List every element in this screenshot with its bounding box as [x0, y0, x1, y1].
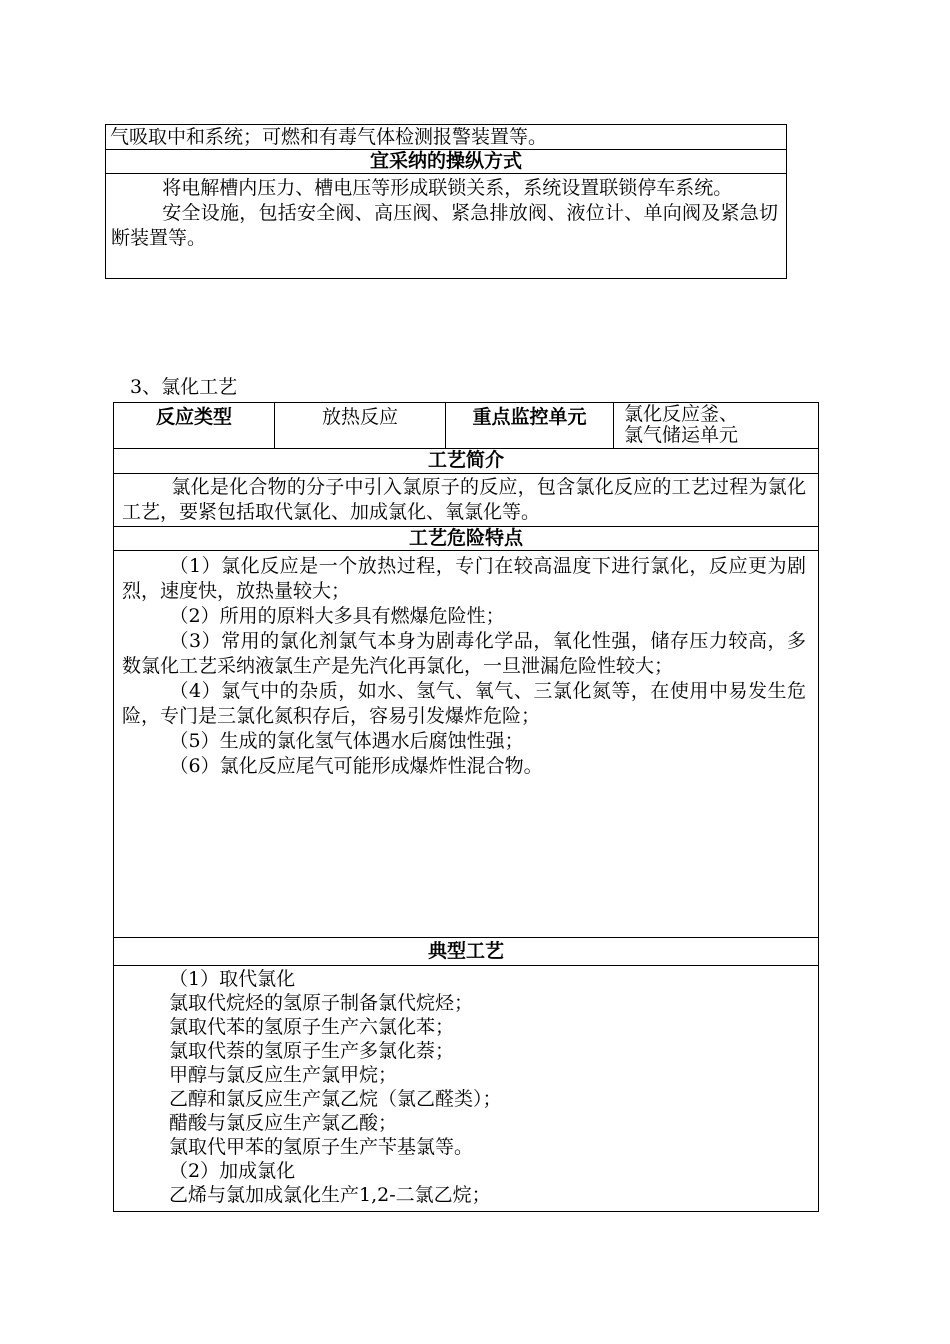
- top-text-cell: [106, 125, 787, 150]
- hazard-item: （6）氯化反应尾气可能形成爆炸性混合物。: [169, 755, 543, 777]
- reaction-type-label-cell: [114, 403, 275, 449]
- typical-body: [114, 966, 819, 1212]
- reaction-type-value-cell: [275, 403, 446, 449]
- control-method-header-cell: [106, 150, 787, 174]
- monitor-unit-label: 重点监控单元: [472, 406, 587, 428]
- hazard-item: （5）生成的氯化氢气体遇水后腐蚀性强；: [169, 730, 524, 752]
- typical-line: （1）取代氯化: [169, 968, 296, 990]
- control-method-header: 宜采纳的操纵方式: [369, 150, 522, 172]
- monitor-unit-value-cell: [614, 403, 819, 449]
- monitor-unit-label-cell: [446, 403, 614, 449]
- hazard-header-cell: [114, 527, 819, 551]
- typical-line: 氯取代萘的氢原子生产多氯化萘；: [169, 1040, 455, 1062]
- top-text: 气吸取中和系统；可燃和有毒气体检测报警装置等。: [110, 126, 548, 148]
- typical-header-cell: [114, 938, 819, 966]
- control-paragraph-1: 将电解槽内压力、槽电压等形成联锁关系，系统设置联锁停车系统。: [162, 177, 733, 199]
- typical-line: 氯取代甲苯的氢原子生产苄基氯等。: [169, 1136, 474, 1158]
- monitor-unit-value-line-2: 氯气储运单元: [624, 424, 739, 446]
- hazard-item: （4）氯气中的杂质，如水、氢气、氧气、三氯化氮等，在使用中易发生危险，专门是三氯化氮积存后，容易引发爆炸危险；: [122, 680, 806, 727]
- hazard-item: （2）所用的原料大多具有燃爆危险性；: [169, 605, 505, 627]
- control-table: [105, 124, 787, 279]
- intro-body: [114, 474, 819, 527]
- typical-line: 氯取代苯的氢原子生产六氯化苯；: [169, 1016, 455, 1038]
- intro-header: 工艺简介: [427, 449, 504, 471]
- control-paragraph-2: 安全设施，包括安全阀、高压阀、紧急排放阀、液位计、单向阀及紧急切断装置等。: [111, 202, 778, 249]
- intro-header-cell: [114, 449, 819, 474]
- typical-line: （2）加成氯化: [169, 1160, 296, 1182]
- intro-text: 氯化是化合物的分子中引入氯原子的反应，包含氯化反应的工艺过程为氯化工艺，要紧包括取代氯化、加成氯化、氧氯化等。: [122, 476, 806, 523]
- section-title: 3、氯化工艺: [130, 376, 238, 398]
- hazard-body: [114, 551, 819, 938]
- control-method-body: [106, 174, 787, 279]
- typical-line: 乙烯与氯加成氯化生产1,2-二氯乙烷；: [169, 1184, 491, 1206]
- typical-line: 醋酸与氯反应生产氯乙酸；: [169, 1112, 398, 1134]
- monitor-unit-value-line-1: 氯化反应釜、: [624, 403, 739, 425]
- hazard-item: （3）常用的氯化剂氯气本身为剧毒化学品，氧化性强，储存压力较高，多数氯化工艺采纳液氯生产是先汽化再氯化，一旦泄漏危险性较大；: [122, 630, 806, 677]
- chlorination-table: [113, 402, 819, 1212]
- typical-line: 甲醇与氯反应生产氯甲烷；: [169, 1064, 398, 1086]
- reaction-type-label: 反应类型: [155, 406, 232, 428]
- reaction-type-value: 放热反应: [321, 406, 398, 428]
- typical-header: 典型工艺: [427, 940, 504, 962]
- hazard-item: （1）氯化反应是一个放热过程，专门在较高温度下进行氯化，反应更为剧烈，速度快，放热量较大；: [122, 555, 806, 602]
- typical-line: 乙醇和氯反应生产氯乙烷（氯乙醛类）；: [169, 1088, 502, 1110]
- typical-line: 氯取代烷烃的氢原子制备氯代烷烃；: [169, 992, 474, 1014]
- hazard-header: 工艺危险特点: [408, 527, 523, 549]
